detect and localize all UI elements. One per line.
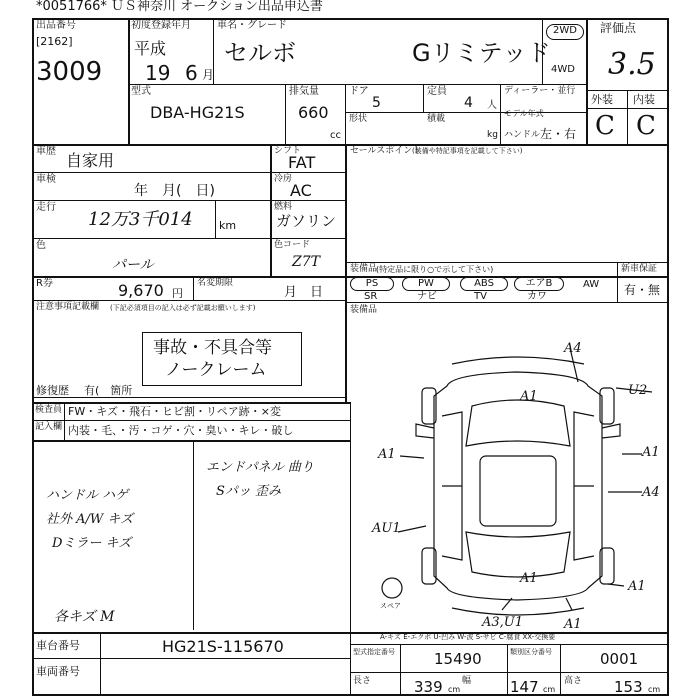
mark-a4-right: A4: [642, 485, 660, 500]
length-label: 長さ: [353, 676, 372, 686]
no-claim-stamp: [142, 332, 302, 386]
fuel-value: ガソリン: [276, 212, 337, 230]
mark-a4-front: A4: [564, 341, 582, 356]
shift-label: シフト: [274, 146, 302, 156]
km-unit: km: [219, 219, 237, 232]
model-name-label: 車名・グレード: [217, 20, 287, 31]
note-bottom: 各キズ M: [54, 609, 115, 625]
mark-au1: AU1: [372, 521, 401, 536]
inspector-row1: FW・キズ・飛石・ヒビ割・リペア跡・×変: [68, 405, 281, 418]
equip-pw: PW: [402, 277, 450, 291]
ac-label: 冷房: [274, 174, 293, 184]
registration-month: 6: [185, 61, 198, 85]
note-ext-wheels: 社外 A/W キズ: [46, 512, 134, 527]
ref-value1: 15490: [434, 650, 482, 668]
ref-label2: 類別区分番号: [510, 648, 552, 656]
handle-label: ハンドル: [504, 130, 541, 140]
use-label: 車歴: [36, 146, 56, 157]
chassis-label: 車台番号: [36, 639, 80, 652]
stamp-line1: 事故・不具合等: [153, 338, 272, 358]
vehicle-number-label: 車両番号: [36, 665, 80, 678]
car-damage-diagram: [352, 336, 668, 632]
width-label: 幅: [462, 676, 472, 686]
exhibit-number: 3009: [36, 57, 103, 87]
repair-label: 修復歴: [36, 384, 69, 397]
registration-year: 19: [145, 61, 171, 85]
spare-label: スペア: [380, 602, 401, 610]
model-name: セルボ: [224, 39, 296, 67]
recycle-value: 9,670: [118, 281, 164, 300]
doors: 5: [372, 95, 381, 111]
person-unit: 人: [487, 100, 497, 111]
notes-label: 注意事項記載欄: [36, 302, 100, 312]
equip-abs: ABS: [460, 277, 508, 291]
displacement: 660: [298, 103, 329, 122]
header-top-line: *0051766* ＵＳ神奈川 オークション出品申込書: [36, 0, 323, 14]
mark-a1-rear: A1: [520, 571, 538, 586]
color-code-value: Z7T: [292, 254, 320, 270]
exhibit-no-label: 出品番号: [36, 20, 76, 31]
color-value: パール: [112, 257, 154, 273]
mileage-value: 12万3千014: [88, 209, 193, 230]
meigi-label: 名変期限: [197, 278, 234, 288]
inspection-value: 年 月( 日): [134, 183, 215, 199]
mark-a1-rear-right: A1: [628, 579, 646, 594]
sales-point-label: セールスポイント: [350, 146, 422, 156]
interior-grade: C: [636, 111, 656, 141]
meigi-value: 月 日: [284, 285, 324, 300]
length-value: 339: [414, 678, 443, 696]
model-year-label: モデル年式: [504, 109, 544, 118]
notes-sub: (下記必須項目の記入は必ず記載お願いします): [110, 304, 256, 312]
equip-aw: AW: [583, 279, 600, 290]
repair-value: 有( 箇所: [84, 384, 133, 397]
capacity: 4: [464, 95, 473, 111]
model-grade: Gリミテッド: [412, 39, 551, 67]
drive-4wd: 4WD: [551, 64, 575, 75]
shape-label: 形状: [349, 114, 368, 124]
fuel-label: 燃料: [274, 202, 293, 212]
use-value: 自家用: [66, 151, 115, 170]
chassis-value: HG21S-115670: [162, 637, 284, 656]
inspector-label1: 検査員: [35, 405, 63, 415]
length-unit: cm: [448, 685, 461, 694]
displacement-label: 排気量: [289, 86, 319, 97]
ac-value: AC: [290, 181, 312, 200]
note-shift: Sパッ 歪み: [216, 484, 282, 499]
equip-leather: カワ: [527, 291, 547, 302]
month-unit: 月: [202, 68, 215, 82]
equip-navi: ナビ: [417, 291, 437, 302]
kg-unit: kg: [487, 130, 498, 140]
mark-a1-hood: A1: [520, 389, 538, 404]
note-handle: ハンドル ハゲ: [46, 488, 129, 503]
inspection-label: 車検: [36, 174, 56, 185]
width-unit: cm: [543, 685, 556, 694]
inspector-row2: 内装・毛、・汚・コゲ・穴・臭い・キレ・破し: [68, 424, 294, 437]
height-label: 高さ: [564, 676, 583, 686]
exterior-grade: C: [595, 111, 615, 141]
height-value: 153: [614, 678, 643, 696]
type-label: 型式: [131, 86, 151, 97]
equipment-label: 装備品: [350, 264, 378, 274]
door-label: ドア: [349, 86, 369, 97]
new-car-label: 新車保証: [621, 264, 658, 274]
width-value: 147: [510, 678, 539, 696]
color-label: 色: [36, 240, 46, 251]
drive-2wd-circle: 2WD: [546, 24, 584, 40]
capacity-label: 定員: [427, 86, 447, 97]
equip-sr: SR: [364, 291, 378, 302]
recycle-label: R券: [36, 278, 53, 289]
load-label: 積載: [427, 114, 446, 124]
new-car-value: 有・無: [624, 283, 661, 297]
inspector-label2: 記入欄: [35, 422, 63, 432]
other-equipment-label: 装備品: [350, 305, 378, 315]
mark-a3-u1: A3,U1: [482, 615, 524, 630]
dealer-label: ディーラー・並行: [504, 86, 576, 96]
mark-a1-right: A1: [642, 445, 660, 460]
shift-value: FAT: [288, 153, 316, 172]
evaluation-score: 3.5: [608, 47, 656, 82]
note-mirror: Dミラー キズ: [52, 536, 132, 551]
mark-u2: U2: [628, 383, 648, 398]
note-end-panel: エンドパネル 曲り: [206, 460, 314, 475]
ref-label1: 型式指定番号: [353, 648, 395, 656]
handle-value: 左・右: [540, 127, 577, 141]
exterior-label: 外装: [591, 93, 613, 106]
ref-value2: 0001: [600, 650, 639, 668]
height-unit: cm: [648, 685, 661, 694]
cc-unit: cc: [330, 130, 341, 141]
registration-era: 平成: [134, 39, 167, 58]
equip-ps: PS: [350, 277, 394, 291]
sales-point-sub: (装備や特記事項を記載して下さい): [412, 147, 523, 155]
interior-label: 内装: [633, 93, 655, 106]
yen-unit: 円: [172, 287, 183, 300]
equip-tv: TV: [474, 291, 487, 302]
mark-a1-left: A1: [378, 447, 396, 462]
score-label: 評価点: [600, 21, 637, 35]
damage-legend: A-キズ E-エクボ U-凹み W-波 S-サビ C-腐食 XX-交換要: [380, 633, 556, 641]
registration-label: 初度登録年月: [131, 20, 191, 31]
stamp-line2: ノークレーム: [165, 360, 267, 380]
color-code-label: 色コード: [274, 240, 311, 250]
mark-a1-bumper: A1: [564, 617, 582, 632]
model-type: DBA-HG21S: [150, 103, 245, 122]
lane-code: [2162]: [36, 35, 73, 48]
equipment-sub: (特定品に限り○で示して下さい): [376, 265, 494, 274]
mileage-label: 走行: [36, 202, 56, 213]
equip-airbag: エアB: [514, 277, 564, 291]
